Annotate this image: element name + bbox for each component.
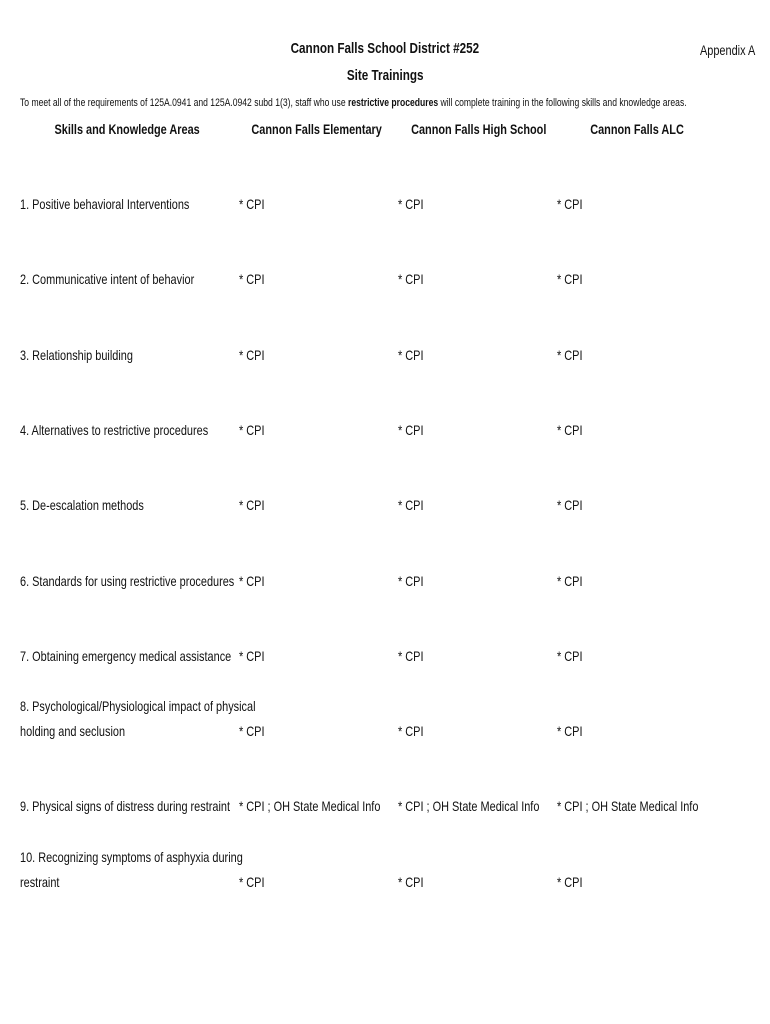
intro-text-start: To meet all of the requirements of 125A.0941 and 125A.0942 subd 1(3), staff who use xyxy=(20,97,349,109)
intro-text-bold: restrictive procedures xyxy=(348,97,439,109)
skill-area-line: 5. De-escalation methods xyxy=(20,497,144,514)
skill-area-label xyxy=(20,644,235,669)
training-cell-high-school: * CPI xyxy=(398,647,424,664)
skill-area-line: 3. Relationship building xyxy=(20,346,133,363)
skill-area-line: 7. Obtaining emergency medical assistance xyxy=(20,647,232,664)
training-cell-alc: * CPI xyxy=(557,196,583,212)
skill-area-label xyxy=(20,418,235,443)
training-cell-alc: * CPI xyxy=(557,421,583,438)
training-cell-alc: * CPI xyxy=(557,647,583,664)
training-cell-high-school: * CPI xyxy=(398,873,424,890)
intro-text-end: will complete training in the following skills and knowledge areas. xyxy=(438,97,687,109)
training-cell-alc: * CPI xyxy=(557,873,583,890)
skill-area-line: restraint xyxy=(20,873,60,890)
column-header-alc: Cannon Falls ALC xyxy=(590,121,684,137)
training-cell-elementary: * CPI xyxy=(239,271,265,288)
intro-paragraph xyxy=(20,97,770,109)
skill-area-label xyxy=(20,493,235,518)
skill-area-line: holding and seclusion xyxy=(20,723,126,740)
skill-area-label xyxy=(20,343,235,368)
appendix-label: Appendix A xyxy=(700,42,756,58)
column-header-elementary: Cannon Falls Elementary xyxy=(251,121,383,137)
training-cell-alc: * CPI xyxy=(557,271,583,288)
training-cell-elementary: * CPI ; OH State Medical Info xyxy=(239,798,381,815)
skill-area-line: 4. Alternatives to restrictive procedures xyxy=(20,421,209,438)
training-cell-elementary: * CPI xyxy=(239,647,265,664)
training-cell-alc: * CPI xyxy=(557,723,583,740)
training-cell-elementary: * CPI xyxy=(239,497,265,514)
training-cell-alc: * CPI xyxy=(557,572,583,589)
skill-area-line: 8. Psychological/Physiological impact of physical xyxy=(20,698,256,715)
training-cell-elementary: * CPI xyxy=(239,196,265,212)
training-cell-high-school: * CPI xyxy=(398,723,424,740)
skill-area-line: 1. Positive behavioral Interventions xyxy=(20,196,190,212)
training-cell-high-school: * CPI xyxy=(398,271,424,288)
skill-area-label xyxy=(20,267,235,292)
skill-area-line: 10. Recognizing symptoms of asphyxia during xyxy=(20,848,243,865)
training-cell-high-school: * CPI xyxy=(398,572,424,589)
training-cell-high-school: * CPI xyxy=(398,346,424,363)
training-cell-alc: * CPI ; OH State Medical Info xyxy=(557,798,699,815)
training-cell-alc: * CPI xyxy=(557,346,583,363)
skill-area-line: 9. Physical signs of distress during restraint xyxy=(20,798,231,815)
skill-area-line: 6. Standards for using restrictive procedures xyxy=(20,572,235,589)
skill-area-label xyxy=(20,794,235,819)
skill-area-label xyxy=(20,845,243,895)
training-cell-elementary: * CPI xyxy=(239,572,265,589)
skill-area-line: 2. Communicative intent of behavior xyxy=(20,271,195,288)
training-cell-alc: * CPI xyxy=(557,497,583,514)
training-cell-elementary: * CPI xyxy=(239,723,265,740)
column-header-high-school: Cannon Falls High School xyxy=(411,121,547,137)
skill-area-label xyxy=(20,192,235,217)
training-cell-high-school: * CPI ; OH State Medical Info xyxy=(398,798,540,815)
training-cell-elementary: * CPI xyxy=(239,421,265,438)
training-cell-high-school: * CPI xyxy=(398,497,424,514)
skill-area-label xyxy=(20,569,235,594)
training-cell-high-school: * CPI xyxy=(398,196,424,212)
training-cell-elementary: * CPI xyxy=(239,873,265,890)
training-cell-elementary: * CPI xyxy=(239,346,265,363)
document-title: Cannon Falls School District #252 xyxy=(290,40,480,57)
document-subtitle: Site Trainings xyxy=(346,67,424,84)
training-cell-high-school: * CPI xyxy=(398,421,424,438)
column-header-skills: Skills and Knowledge Areas xyxy=(54,121,201,137)
